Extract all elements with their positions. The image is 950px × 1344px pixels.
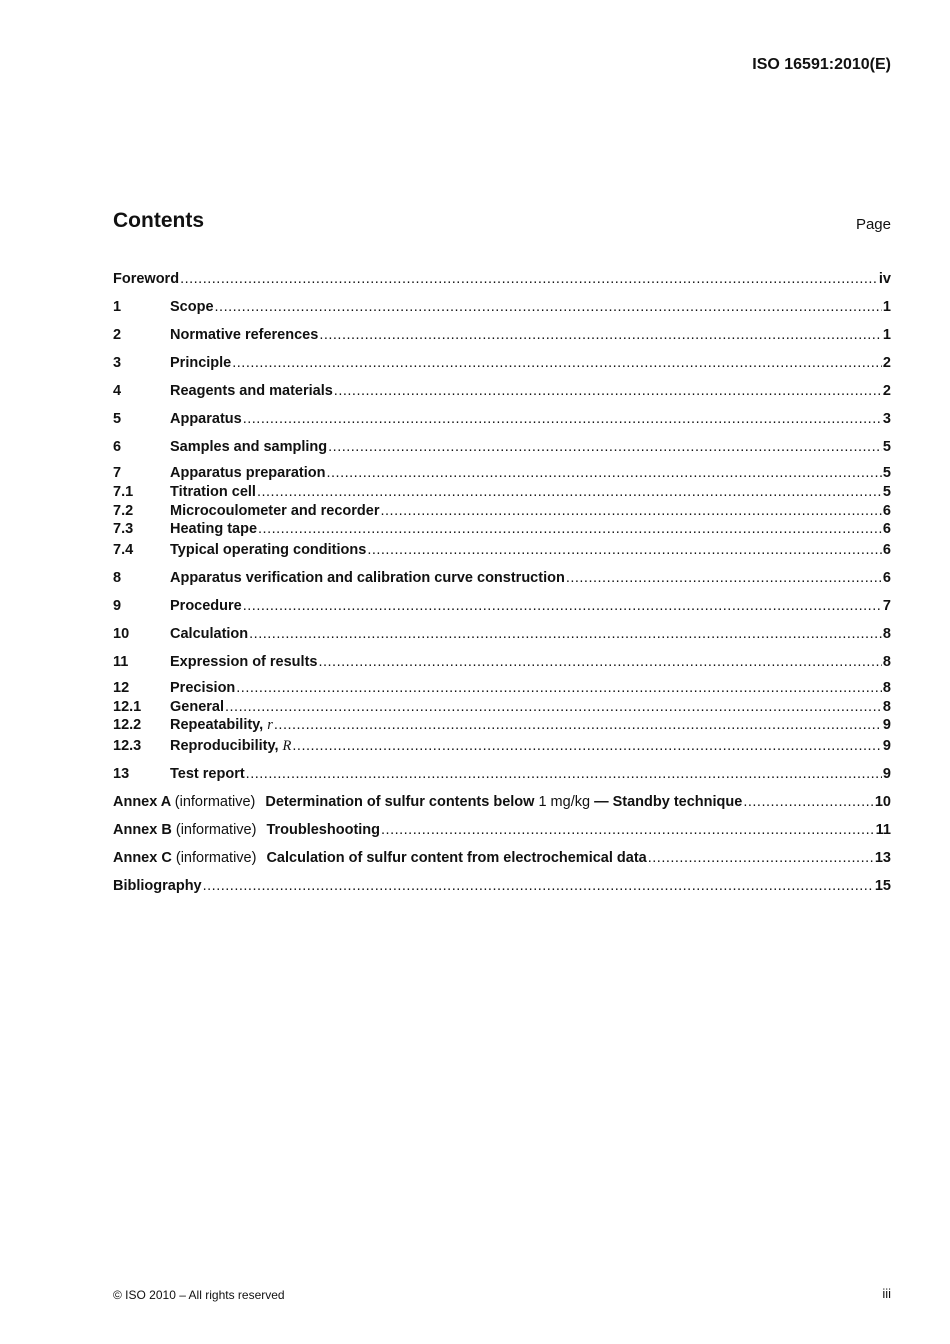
dot-leader bbox=[327, 464, 882, 482]
toc-number: 9 bbox=[113, 597, 122, 614]
reproducibility-symbol: R bbox=[282, 737, 292, 754]
toc-title: General bbox=[170, 698, 224, 715]
toc-entry[interactable] bbox=[113, 380, 891, 408]
annex-label bbox=[113, 791, 255, 813]
dot-leader bbox=[246, 763, 882, 785]
toc-page: iv bbox=[878, 271, 891, 287]
dot-leader bbox=[243, 595, 882, 617]
toc-number: 12.3 bbox=[113, 737, 142, 754]
toc-title: Titration cell bbox=[170, 484, 256, 500]
toc-page: 6 bbox=[882, 521, 891, 537]
toc-number: 7.1 bbox=[113, 484, 134, 500]
toc-entry[interactable] bbox=[113, 679, 891, 698]
toc-title: Samples and sampling bbox=[170, 439, 328, 455]
toc-page: 1 bbox=[882, 327, 891, 343]
toc-title: Scope bbox=[170, 299, 214, 315]
annex-name: Annex B bbox=[113, 821, 172, 838]
toc-subentry[interactable] bbox=[113, 520, 891, 539]
dot-leader bbox=[367, 539, 882, 561]
toc-entry[interactable] bbox=[113, 352, 891, 380]
toc-title: Test report bbox=[170, 765, 245, 782]
toc-title bbox=[170, 735, 291, 757]
toc-number: 12.2 bbox=[113, 717, 142, 733]
dot-leader bbox=[243, 408, 882, 430]
toc-title-text: Determination of sulfur contents below bbox=[265, 793, 535, 810]
toc-page: 8 bbox=[882, 653, 891, 670]
document-id: ISO 16591:2010(E) bbox=[752, 56, 891, 73]
toc-page: 11 bbox=[875, 821, 891, 838]
toc-entry[interactable] bbox=[113, 595, 891, 623]
dot-leader bbox=[648, 847, 874, 869]
toc-number: 11 bbox=[113, 653, 129, 670]
toc-number: 1 bbox=[113, 299, 122, 315]
toc-page: 2 bbox=[882, 383, 891, 399]
annex-label bbox=[113, 819, 256, 841]
toc-page: 6 bbox=[882, 541, 891, 558]
dot-leader bbox=[274, 716, 882, 734]
toc-number: 12.1 bbox=[113, 698, 142, 715]
dot-leader bbox=[318, 651, 881, 673]
toc-page: 15 bbox=[874, 877, 891, 894]
dot-leader bbox=[236, 679, 882, 697]
toc-number: 10 bbox=[113, 625, 130, 642]
toc-title-text: Repeatability, bbox=[170, 717, 264, 733]
dot-leader bbox=[334, 380, 882, 402]
toc-entry[interactable] bbox=[113, 324, 891, 352]
dot-leader bbox=[381, 819, 875, 841]
toc-number: 2 bbox=[113, 327, 122, 343]
toc-page: 2 bbox=[882, 355, 891, 371]
copyright-notice: © ISO 2010 – All rights reserved bbox=[113, 1288, 285, 1302]
toc-page: 13 bbox=[874, 849, 891, 866]
toc-number: 7.3 bbox=[113, 521, 134, 537]
toc-entry[interactable] bbox=[113, 763, 891, 791]
toc-entry[interactable] bbox=[113, 623, 891, 651]
toc-page: 7 bbox=[882, 597, 891, 614]
toc-number: 8 bbox=[113, 569, 122, 586]
toc-number: 4 bbox=[113, 383, 122, 399]
toc-entry[interactable] bbox=[113, 567, 891, 595]
toc-subentry[interactable] bbox=[113, 716, 891, 735]
toc-entry[interactable] bbox=[113, 296, 891, 324]
toc-page: 9 bbox=[882, 765, 891, 782]
toc-page: 10 bbox=[874, 793, 891, 810]
dot-leader bbox=[328, 436, 882, 458]
repeatability-symbol: r bbox=[267, 717, 273, 733]
page-column-label: Page bbox=[855, 216, 891, 233]
toc-title: Procedure bbox=[170, 597, 242, 614]
toc-number: 6 bbox=[113, 439, 122, 455]
toc-number: 7.4 bbox=[113, 541, 134, 558]
dot-leader bbox=[203, 875, 874, 897]
annex-name: Annex A bbox=[113, 793, 171, 810]
dot-leader bbox=[292, 735, 882, 757]
toc-entry-bibliography[interactable] bbox=[113, 875, 891, 903]
toc-title: Apparatus verification and calibration curve construction bbox=[170, 569, 565, 586]
toc-number: 3 bbox=[113, 355, 122, 371]
dot-leader bbox=[180, 268, 878, 290]
toc-number: 5 bbox=[113, 411, 122, 427]
toc-page: 1 bbox=[882, 299, 891, 315]
toc-number: 7 bbox=[113, 465, 122, 481]
annex-name: Annex C bbox=[113, 849, 172, 866]
toc-page: 6 bbox=[882, 569, 891, 586]
toc-page: 3 bbox=[882, 411, 891, 427]
table-of-contents bbox=[113, 268, 891, 903]
toc-page: 9 bbox=[882, 717, 891, 733]
toc-title: Foreword bbox=[113, 271, 180, 287]
toc-entry-foreword[interactable] bbox=[113, 268, 891, 296]
toc-title: Apparatus bbox=[170, 411, 242, 427]
toc-subentry[interactable] bbox=[113, 502, 891, 521]
toc-page: 5 bbox=[882, 484, 891, 500]
annex-type: (informative) bbox=[175, 849, 257, 866]
toc-title bbox=[170, 716, 273, 734]
toc-page: 9 bbox=[882, 737, 891, 754]
toc-title: Normative references bbox=[170, 327, 319, 343]
unit-text: 1 mg/kg bbox=[538, 793, 591, 810]
toc-title: Precision bbox=[170, 679, 236, 696]
toc-entry[interactable] bbox=[113, 651, 891, 679]
toc-entry[interactable] bbox=[113, 464, 891, 483]
toc-number: 13 bbox=[113, 765, 130, 782]
toc-title: Expression of results bbox=[170, 653, 318, 670]
toc-subentry[interactable] bbox=[113, 539, 891, 567]
toc-title: Heating tape bbox=[170, 521, 258, 537]
toc-page: 5 bbox=[882, 439, 891, 455]
toc-title: Typical operating conditions bbox=[170, 541, 367, 558]
dot-leader bbox=[566, 567, 882, 589]
toc-page: 8 bbox=[882, 625, 891, 642]
toc-title-text: Reproducibility, bbox=[170, 737, 279, 754]
dot-leader bbox=[743, 791, 874, 813]
toc-page: 6 bbox=[882, 502, 891, 519]
toc-subentry[interactable] bbox=[113, 483, 891, 502]
toc-entry[interactable] bbox=[113, 436, 891, 464]
toc-entry[interactable] bbox=[113, 408, 891, 436]
toc-page: 8 bbox=[882, 679, 891, 696]
toc-annex-b[interactable] bbox=[113, 819, 891, 847]
toc-title bbox=[265, 791, 742, 813]
toc-annex-c[interactable] bbox=[113, 847, 891, 875]
dot-leader bbox=[225, 698, 882, 716]
dot-leader bbox=[232, 352, 882, 374]
toc-subentry[interactable] bbox=[113, 698, 891, 717]
dot-leader bbox=[319, 324, 882, 346]
annex-type: (informative) bbox=[174, 793, 256, 810]
toc-number: 12 bbox=[113, 679, 130, 696]
toc-title: Principle bbox=[170, 355, 232, 371]
page-title: Contents bbox=[113, 209, 204, 232]
page-number: iii bbox=[882, 1286, 891, 1301]
annex-type: (informative) bbox=[175, 821, 257, 838]
toc-title: Troubleshooting bbox=[266, 821, 381, 838]
dot-leader bbox=[381, 502, 882, 520]
toc-title: Calculation bbox=[170, 625, 249, 642]
toc-number: 7.2 bbox=[113, 502, 134, 519]
dot-leader bbox=[249, 623, 882, 645]
toc-title: Bibliography bbox=[113, 877, 202, 894]
toc-title: Reagents and materials bbox=[170, 383, 333, 399]
dot-leader bbox=[215, 296, 882, 318]
toc-title: Calculation of sulfur content from electrochemical data bbox=[266, 849, 647, 866]
toc-title-text: — Standby technique bbox=[594, 793, 743, 810]
dot-leader bbox=[257, 483, 882, 501]
toc-page: 5 bbox=[882, 465, 891, 481]
toc-page: 8 bbox=[882, 698, 891, 715]
toc-title: Microcoulometer and recorder bbox=[170, 502, 380, 519]
annex-label bbox=[113, 847, 256, 869]
toc-annex-a[interactable] bbox=[113, 791, 891, 819]
dot-leader bbox=[258, 520, 882, 538]
toc-subentry[interactable] bbox=[113, 735, 891, 763]
toc-title: Apparatus preparation bbox=[170, 465, 326, 481]
